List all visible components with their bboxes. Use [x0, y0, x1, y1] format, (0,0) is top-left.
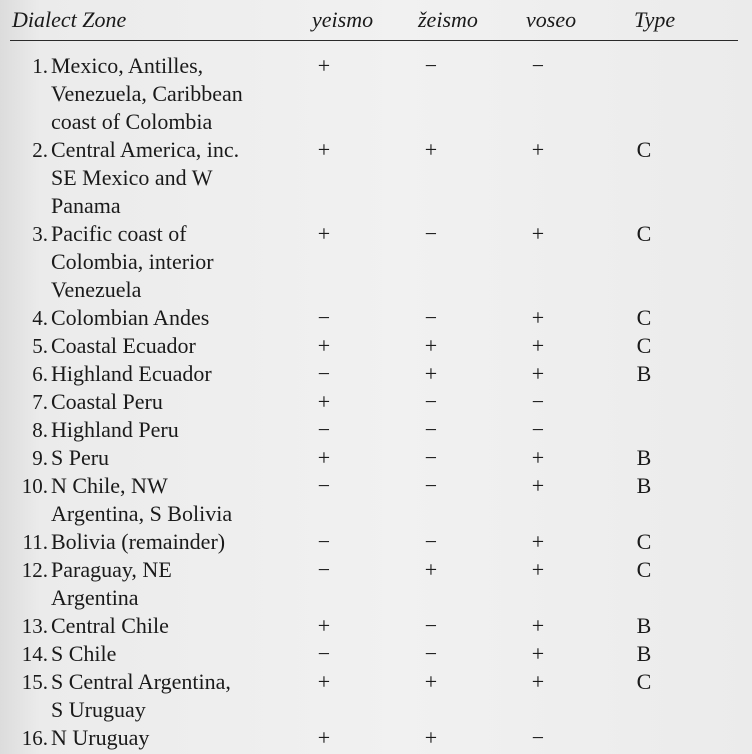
row-number: 6. [32, 362, 48, 386]
header-zeismo: žeismo [418, 7, 478, 32]
type-value: B [636, 445, 652, 470]
zeismo-mark: − [424, 305, 438, 330]
voseo-mark: − [531, 725, 545, 750]
dialect-zone-line: S Uruguay [51, 697, 146, 722]
row-number: 10. [21, 474, 48, 498]
table-row [0, 416, 752, 444]
zeismo-mark: + [424, 137, 438, 162]
yeismo-mark: − [317, 529, 331, 554]
voseo-mark: − [531, 53, 545, 78]
type-value: B [636, 473, 652, 498]
zeismo-mark: − [424, 529, 438, 554]
yeismo-mark: + [317, 333, 331, 358]
voseo-mark: + [531, 361, 545, 386]
type-value: C [636, 333, 652, 358]
dialect-zone-line: Highland Peru [51, 417, 179, 442]
yeismo-mark: + [317, 725, 331, 750]
table-row [0, 332, 752, 360]
dialect-zone-line: Mexico, Antilles, [51, 53, 204, 78]
table-row [0, 52, 752, 136]
dialect-zone-line: Colombian Andes [51, 305, 210, 330]
header-yeismo: yeismo [312, 7, 374, 32]
table-row [0, 668, 752, 724]
dialect-zone-line: Paraguay, NE [51, 557, 172, 582]
table-row [0, 724, 752, 752]
row-number: 9. [32, 446, 48, 470]
dialect-zone-name [51, 416, 301, 444]
dialect-zone-name [51, 668, 301, 724]
type-value: C [636, 137, 652, 162]
row-number: 15. [21, 670, 48, 694]
yeismo-mark: − [317, 641, 331, 666]
type-value: C [636, 221, 652, 246]
table-row [0, 472, 752, 528]
voseo-mark: + [531, 529, 545, 554]
header-type: Type [634, 7, 676, 32]
zeismo-mark: − [424, 53, 438, 78]
zeismo-mark: − [424, 613, 438, 638]
voseo-mark: + [531, 613, 545, 638]
dialect-zone-line: Coastal Peru [51, 389, 163, 414]
dialect-zone-name [51, 612, 301, 640]
row-number: 1. [32, 54, 48, 78]
dialect-zone-line: coast of Colombia [51, 109, 213, 134]
type-value: C [636, 305, 652, 330]
dialect-zone-line: Central America, inc. [51, 137, 240, 162]
dialect-zone-name [51, 360, 301, 388]
dialect-zone-line: SE Mexico and W [51, 165, 213, 190]
voseo-mark: + [531, 641, 545, 666]
table-row [0, 360, 752, 388]
dialect-zone-name [51, 640, 301, 668]
dialect-zone-line: S Peru [51, 445, 110, 470]
dialect-zone-name [51, 528, 301, 556]
header-rule [10, 40, 738, 41]
dialect-zone-name [51, 472, 301, 528]
row-number: 5. [32, 334, 48, 358]
table-row [0, 220, 752, 304]
yeismo-mark: − [317, 417, 331, 442]
voseo-mark: + [531, 669, 545, 694]
row-number: 11. [22, 530, 48, 554]
voseo-mark: − [531, 389, 545, 414]
dialect-zone-name [51, 304, 301, 332]
zeismo-mark: + [424, 669, 438, 694]
zeismo-mark: − [424, 473, 438, 498]
dialect-zone-line: S Chile [51, 641, 117, 666]
table-row [0, 388, 752, 416]
dialect-zone-line: Pacific coast of [51, 221, 187, 246]
dialect-zone-name [51, 724, 301, 752]
table-row [0, 612, 752, 640]
dialect-zone-line: Venezuela [51, 277, 142, 302]
yeismo-mark: + [317, 613, 331, 638]
dialect-zone-line: N Uruguay [51, 725, 150, 750]
voseo-mark: + [531, 137, 545, 162]
yeismo-mark: − [317, 305, 331, 330]
zeismo-mark: − [424, 417, 438, 442]
zeismo-mark: + [424, 333, 438, 358]
zeismo-mark: − [424, 445, 438, 470]
yeismo-mark: + [317, 669, 331, 694]
row-number: 7. [32, 390, 48, 414]
zeismo-mark: − [424, 641, 438, 666]
row-number: 13. [21, 614, 48, 638]
yeismo-mark: + [317, 445, 331, 470]
voseo-mark: + [531, 305, 545, 330]
yeismo-mark: − [317, 473, 331, 498]
row-number: 8. [32, 418, 48, 442]
header-dialect-zone: Dialect Zone [12, 7, 127, 32]
type-value: C [636, 669, 652, 694]
type-value: B [636, 613, 652, 638]
table-row [0, 444, 752, 472]
yeismo-mark: − [317, 557, 331, 582]
type-value: B [636, 361, 652, 386]
zeismo-mark: + [424, 557, 438, 582]
type-value: C [636, 557, 652, 582]
type-value: C [636, 529, 652, 554]
yeismo-mark: + [317, 221, 331, 246]
dialect-zone-line: Venezuela, Caribbean [51, 81, 243, 106]
dialect-zone-name [51, 332, 301, 360]
dialect-zone-line: Colombia, interior [51, 249, 214, 274]
voseo-mark: + [531, 445, 545, 470]
row-number: 3. [32, 222, 48, 246]
yeismo-mark: − [317, 361, 331, 386]
row-number: 2. [32, 138, 48, 162]
table-row [0, 136, 752, 220]
zeismo-mark: + [424, 725, 438, 750]
zeismo-mark: + [424, 361, 438, 386]
dialect-zone-name [51, 52, 301, 136]
dialect-zone-name [51, 556, 301, 612]
dialect-zone-name [51, 220, 301, 304]
dialect-zone-line: N Chile, NW [51, 473, 168, 498]
table-row [0, 528, 752, 556]
dialect-zone-name [51, 444, 301, 472]
dialect-zone-name [51, 388, 301, 416]
table-row [0, 640, 752, 668]
dialect-zone-line: Coastal Ecuador [51, 333, 196, 358]
dialect-zone-line: Bolivia (remainder) [51, 529, 226, 554]
yeismo-mark: + [317, 137, 331, 162]
voseo-mark: + [531, 557, 545, 582]
yeismo-mark: + [317, 53, 331, 78]
dialect-zone-line: S Central Argentina, [51, 669, 231, 694]
type-value: B [636, 641, 652, 666]
row-number: 4. [32, 306, 48, 330]
header-voseo: voseo [526, 7, 577, 32]
voseo-mark: − [531, 417, 545, 442]
dialect-zone-line: Central Chile [51, 613, 169, 638]
dialect-zone-line: Argentina [51, 585, 139, 610]
dialect-zone-name [51, 136, 301, 220]
dialect-zone-line: Highland Ecuador [51, 361, 212, 386]
row-number: 12. [21, 558, 48, 582]
table-row [0, 556, 752, 612]
voseo-mark: + [531, 221, 545, 246]
table-row [0, 304, 752, 332]
dialect-zone-line: Panama [51, 193, 121, 218]
dialect-zone-line: Argentina, S Bolivia [51, 501, 233, 526]
zeismo-mark: − [424, 389, 438, 414]
zeismo-mark: − [424, 221, 438, 246]
row-number: 16. [21, 726, 48, 750]
yeismo-mark: + [317, 389, 331, 414]
row-number: 14. [21, 642, 48, 666]
voseo-mark: + [531, 473, 545, 498]
voseo-mark: + [531, 333, 545, 358]
